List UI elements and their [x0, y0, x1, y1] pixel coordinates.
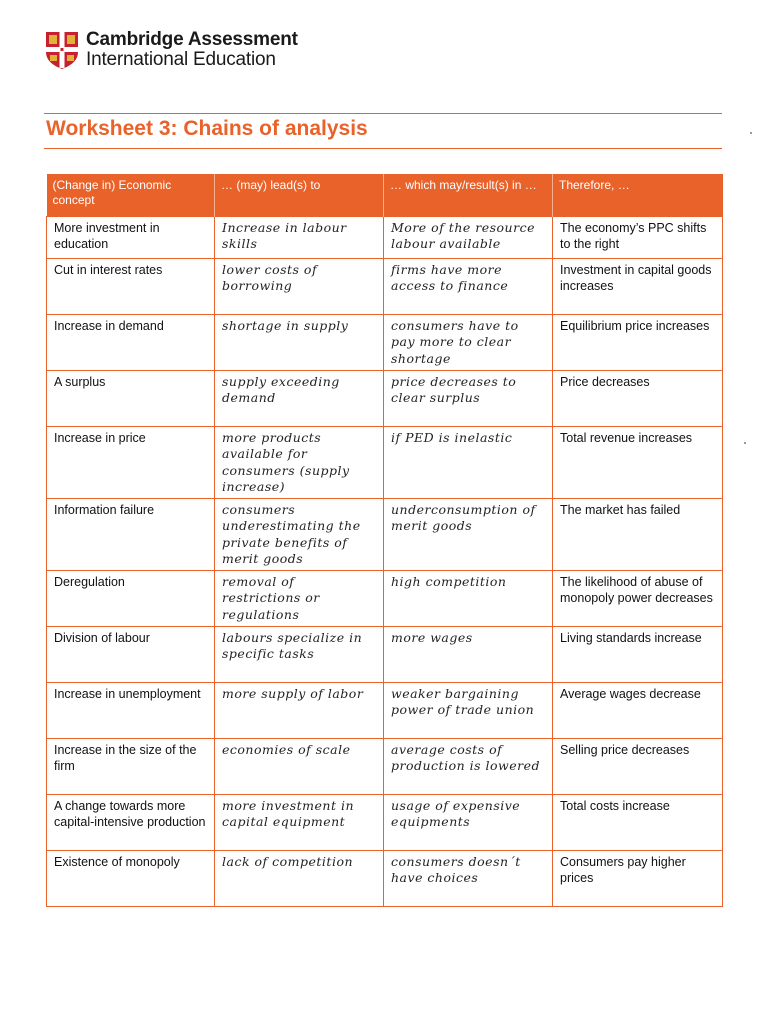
cell-leads-to[interactable]: lower costs of borrowing — [215, 259, 384, 315]
cell-therefore: Price decreases — [553, 371, 723, 427]
cell-leads-to[interactable]: shortage in supply — [215, 315, 384, 371]
cell-therefore: Total revenue increases — [553, 427, 723, 499]
cell-therefore: Consumers pay higher prices — [553, 851, 723, 907]
table-row — [47, 683, 723, 739]
cell-leads-to[interactable]: more products available for consumers (supply increase) — [215, 427, 384, 499]
cell-concept: Increase in demand — [47, 315, 215, 371]
table-row — [47, 315, 723, 371]
page-title: Worksheet 3: Chains of analysis — [46, 117, 368, 140]
cell-results-in[interactable]: more wages — [384, 627, 553, 683]
cell-leads-to[interactable]: removal of restrictions or regulations — [215, 571, 384, 627]
cell-concept: Increase in unemployment — [47, 683, 215, 739]
cell-therefore: The economy’s PPC shifts to the right — [553, 217, 723, 259]
org-header — [44, 30, 298, 70]
cell-results-in[interactable]: More of the resource labour available — [384, 217, 553, 259]
cell-results-in[interactable]: underconsumption of merit goods — [384, 499, 553, 571]
cell-concept: Increase in the size of the firm — [47, 739, 215, 795]
cell-leads-to[interactable]: Increase in labour skills — [215, 217, 384, 259]
cell-therefore: Living standards increase — [553, 627, 723, 683]
cell-therefore: The likelihood of abuse of monopoly power decreases — [553, 571, 723, 627]
table-row — [47, 795, 723, 851]
cell-therefore: Equilibrium price increases — [553, 315, 723, 371]
cell-results-in[interactable]: consumers doesn´t have choices — [384, 851, 553, 907]
header-therefore: Therefore, … — [553, 174, 723, 217]
cell-therefore: Investment in capital goods increases — [553, 259, 723, 315]
cell-results-in[interactable]: firms have more access to finance — [384, 259, 553, 315]
header-leads-to: … (may) lead(s) to — [215, 174, 384, 217]
cell-results-in[interactable]: if PED is inelastic — [384, 427, 553, 499]
table-row — [47, 627, 723, 683]
cell-results-in[interactable]: high competition — [384, 571, 553, 627]
cell-leads-to[interactable]: supply exceeding demand — [215, 371, 384, 427]
table-row — [47, 571, 723, 627]
table-header-row — [47, 174, 723, 217]
cell-results-in[interactable]: weaker bargaining power of trade union — [384, 683, 553, 739]
table-row — [47, 851, 723, 907]
cell-concept: Division of labour — [47, 627, 215, 683]
cell-leads-to[interactable]: more supply of labor — [215, 683, 384, 739]
cell-concept: Existence of monopoly — [47, 851, 215, 907]
cell-concept: A change towards more capital-intensive production — [47, 795, 215, 851]
cell-leads-to[interactable]: labours specialize in specific tasks — [215, 627, 384, 683]
cell-results-in[interactable]: consumers have to pay more to clear shortage — [384, 315, 553, 371]
cell-therefore: Average wages decrease — [553, 683, 723, 739]
cambridge-crest-icon — [44, 30, 80, 70]
cell-concept: More investment in education — [47, 217, 215, 259]
cell-therefore: Selling price decreases — [553, 739, 723, 795]
table-row — [47, 371, 723, 427]
header-concept: (Change in) Economic concept — [47, 174, 215, 217]
top-divider — [44, 113, 722, 114]
cell-concept: Cut in interest rates — [47, 259, 215, 315]
cell-leads-to[interactable]: consumers underestimating the private benefits of merit goods — [215, 499, 384, 571]
margin-mark — [750, 132, 752, 134]
cell-results-in[interactable]: average costs of production is lowered — [384, 739, 553, 795]
cell-leads-to[interactable]: lack of competition — [215, 851, 384, 907]
table-row — [47, 427, 723, 499]
table-row — [47, 739, 723, 795]
cell-leads-to[interactable]: more investment in capital equipment — [215, 795, 384, 851]
cell-concept: Deregulation — [47, 571, 215, 627]
cell-therefore: The market has failed — [553, 499, 723, 571]
cell-concept: Information failure — [47, 499, 215, 571]
cell-results-in[interactable]: price decreases to clear surplus — [384, 371, 553, 427]
header-results-in: … which may/result(s) in … — [384, 174, 553, 217]
cell-concept: A surplus — [47, 371, 215, 427]
chains-table — [46, 174, 723, 907]
cell-leads-to[interactable]: economies of scale — [215, 739, 384, 795]
table-row — [47, 259, 723, 315]
cell-concept: Increase in price — [47, 427, 215, 499]
cell-results-in[interactable]: usage of expensive equipments — [384, 795, 553, 851]
org-name: Cambridge Assessment — [86, 29, 298, 50]
table-row — [47, 217, 723, 259]
org-subname: International Education — [86, 48, 276, 70]
margin-mark — [744, 442, 746, 444]
title-divider — [44, 148, 722, 149]
table-row — [47, 499, 723, 571]
cell-therefore: Total costs increase — [553, 795, 723, 851]
